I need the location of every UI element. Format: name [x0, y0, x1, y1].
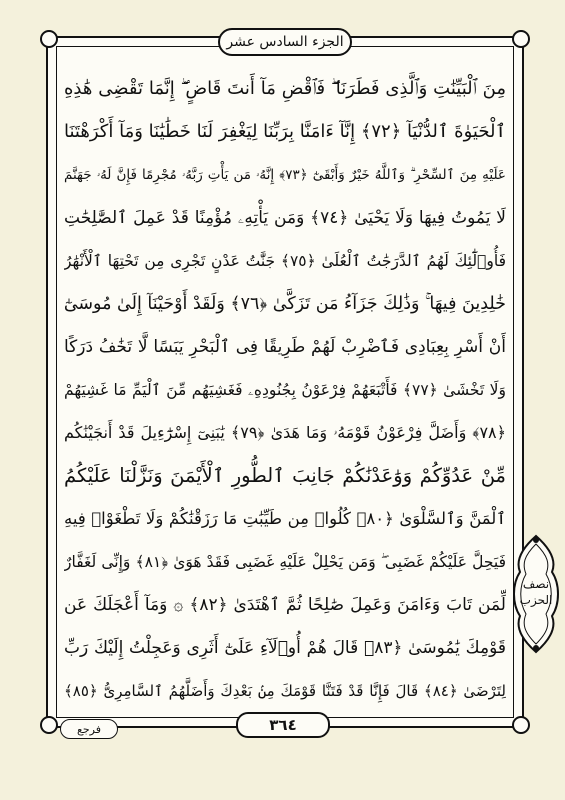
- frame-corner-ornament: [40, 30, 58, 48]
- juz-header: [218, 28, 352, 56]
- page-number: ٣٦٤: [269, 716, 297, 734]
- text-line: قَوْمِكَ يَٰمُوسَىٰ ﴿٨٣﴾ قَالَ هُمْ أُو۟لَآءِ عَلَىٰٓ أَثَرِى وَعَجِلْتُ إِلَيْكَ رَبِّ: [64, 638, 506, 658]
- catchword: [60, 719, 118, 739]
- text-line: مِنَ ٱلْبَيِّنَٰتِ وَٱلَّذِى فَطَرَنَا ۖ فَٱقْضِ مَآ أَنتَ قَاضٍ ۖ إِنَّمَا تَقْضِى هَٰذِهِ: [64, 78, 506, 99]
- catchword-text: فرجع: [77, 722, 101, 736]
- hizb-half-marker: [510, 532, 562, 656]
- text-line: لِّمَن تَابَ وَءَامَنَ وَعَمِلَ صَٰلِحًا ثُمَّ ٱهْتَدَىٰ ﴿٨٢﴾ ۞ وَمَآ أَعْجَلَكَ عَن: [64, 595, 506, 615]
- text-line: عَلَيْهِ مِنَ ٱلسِّحْرِ ۗ وَٱللَّهُ خَيْرٌ وَأَبْقَىٰٓ ﴿٧٣﴾ إِنَّهُۥ مَن يَأْتِ رَبَّهُۥ مُجْرِمًا فَإِنَّ لَهُۥ جَهَنَّمَ: [64, 167, 506, 183]
- text-line: ﴿٧٨﴾ وَأَضَلَّ فِرْعَوْنُ قَوْمَهُۥ وَمَا هَدَىٰ ﴿٧٩﴾ يَٰبَنِىٓ إِسْرَٰٓءِيلَ قَدْ أَنجَيْنَٰكُم: [64, 423, 506, 442]
- text-line: لَا يَمُوتُ فِيهَا وَلَا يَحْيَىٰ ﴿٧٤﴾ وَمَن يَأْتِهِۦ مُؤْمِنًا قَدْ عَمِلَ ٱلصَّٰلِحَٰتِ: [64, 208, 506, 228]
- text-line: خَٰلِدِينَ فِيهَا ۚ وَذَٰلِكَ جَزَآءُ مَن تَزَكَّىٰ ﴿٧٦﴾ وَلَقَدْ أَوْحَيْنَآ إِلَىٰ مُوسَىٰٓ: [64, 294, 506, 314]
- text-line: أَنْ أَسْرِ بِعِبَادِى فَٱضْرِبْ لَهُمْ طَرِيقًا فِى ٱلْبَحْرِ يَبَسًا لَّا تَخَٰفُ دَرَكًا: [64, 337, 506, 357]
- frame-corner-ornament: [512, 716, 530, 734]
- hizb-marker-label: نصف الحزب: [519, 577, 553, 607]
- text-line: فَأُو۟لَٰٓئِكَ لَهُمُ ٱلدَّرَجَٰتُ ٱلْعُلَىٰ ﴿٧٥﴾ جَنَّٰتُ عَدْنٍ تَجْرِى مِن تَحْتِهَا ٱلْأَنْهَٰرُ: [64, 252, 506, 270]
- juz-title: الجزء السادس عشر: [226, 34, 344, 50]
- verse-text-block: [64, 68, 506, 714]
- text-line: لِتَرْضَىٰ ﴿٨٤﴾ قَالَ فَإِنَّا قَدْ فَتَنَّا قَوْمَكَ مِنۢ بَعْدِكَ وَأَضَلَّهُمُ ٱلسَّامِرِىُّ ﴿٨٥﴾: [64, 682, 506, 700]
- frame-corner-ornament: [40, 716, 58, 734]
- text-line: فَيَحِلَّ عَلَيْكُمْ غَضَبِى ۖ وَمَن يَحْلِلْ عَلَيْهِ غَضَبِى فَقَدْ هَوَىٰ ﴿٨١﴾ وَإِنِّى لَغَفَّارٌ: [64, 553, 506, 571]
- text-line: مِّنْ عَدُوِّكُمْ وَوَٰعَدْنَٰكُمْ جَانِبَ ٱلطُّورِ ٱلْأَيْمَنَ وَنَزَّلْنَا عَلَيْكُمُ: [64, 464, 506, 487]
- page-number-cartouche: [236, 712, 330, 738]
- frame-corner-ornament: [512, 30, 530, 48]
- text-line: ٱلْحَيَوٰةَ ٱلدُّنْيَآ ﴿٧٢﴾ إِنَّآ ءَامَنَّا بِرَبِّنَا لِيَغْفِرَ لَنَا خَطَٰيَٰنَا وَمَآ أَكْرَهْتَنَا: [64, 121, 506, 142]
- text-line: وَلَا تَخْشَىٰ ﴿٧٧﴾ فَأَتْبَعَهُمْ فِرْعَوْنُ بِجُنُودِهِۦ فَغَشِيَهُم مِّنَ ٱلْيَمِّ مَا غَشِيَهُمْ: [64, 381, 506, 399]
- text-line: ٱلْمَنَّ وَٱلسَّلْوَىٰ ﴿٨٠﴾ كُلُوا۟ مِن طَيِّبَٰتِ مَا رَزَقْنَٰكُمْ وَلَا تَطْغَوْا۟ فِيهِ: [64, 509, 506, 528]
